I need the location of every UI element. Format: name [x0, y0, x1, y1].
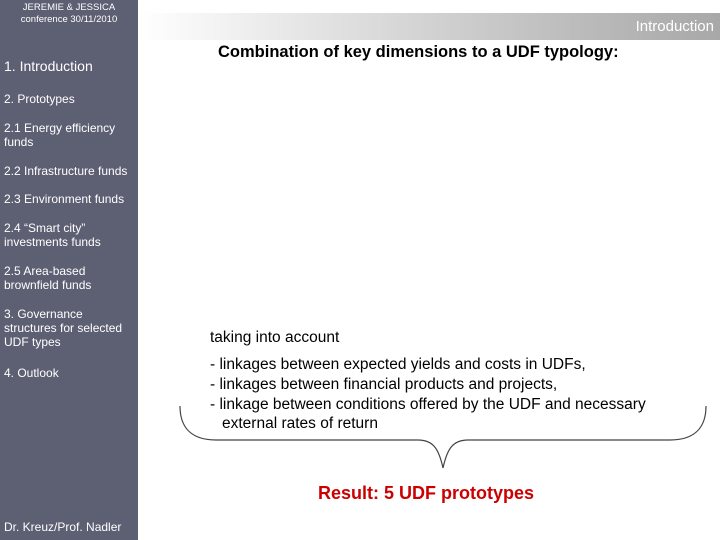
nav-item-infrastructure-funds[interactable]: 2.2 Infrastructure funds	[4, 164, 128, 178]
nav-item-brownfield-funds[interactable]: 2.5 Area-based brownfield funds	[4, 264, 92, 292]
bullet-products-projects: - linkages between financial products and projects,	[210, 376, 558, 393]
title-bar	[138, 13, 720, 40]
nav-item-smart-city-funds[interactable]: 2.4 “Smart city” investments funds	[4, 221, 101, 249]
nav-item-environment-funds[interactable]: 2.3 Environment funds	[4, 192, 125, 206]
intro-text: taking into account	[210, 329, 340, 346]
nav-item-outlook[interactable]: 4. Outlook	[4, 366, 59, 380]
bullet-conditions: - linkage between conditions offered by the UDF and necessary	[210, 396, 646, 413]
conference-name: JEREMIE & JESSICA	[22, 2, 116, 13]
curly-brace	[176, 404, 710, 470]
section-title: Introduction	[635, 18, 714, 35]
slide-heading: Combination of key dimensions to a UDF typology:	[218, 43, 619, 61]
nav-item-prototypes[interactable]: 2. Prototypes	[4, 92, 75, 106]
result-text: Result: 5 UDF prototypes	[318, 483, 535, 503]
nav-item-introduction[interactable]: 1. Introduction	[4, 58, 93, 74]
bullet-conditions-continued: external rates of return	[222, 415, 378, 432]
nav-item-governance-structures[interactable]: 3. Governance structures for selected UDF types	[4, 307, 123, 349]
bullet-yields-costs: - linkages between expected yields and costs in UDFs,	[210, 356, 586, 373]
conference-header	[0, 2, 138, 26]
sidebar	[0, 0, 138, 540]
nav-item-energy-efficiency-funds[interactable]: 2.1 Energy efficiency funds	[4, 121, 116, 149]
author: Dr. Kreuz/Prof. Nadler	[4, 520, 122, 534]
conference-date: conference 30/11/2010	[20, 14, 118, 25]
